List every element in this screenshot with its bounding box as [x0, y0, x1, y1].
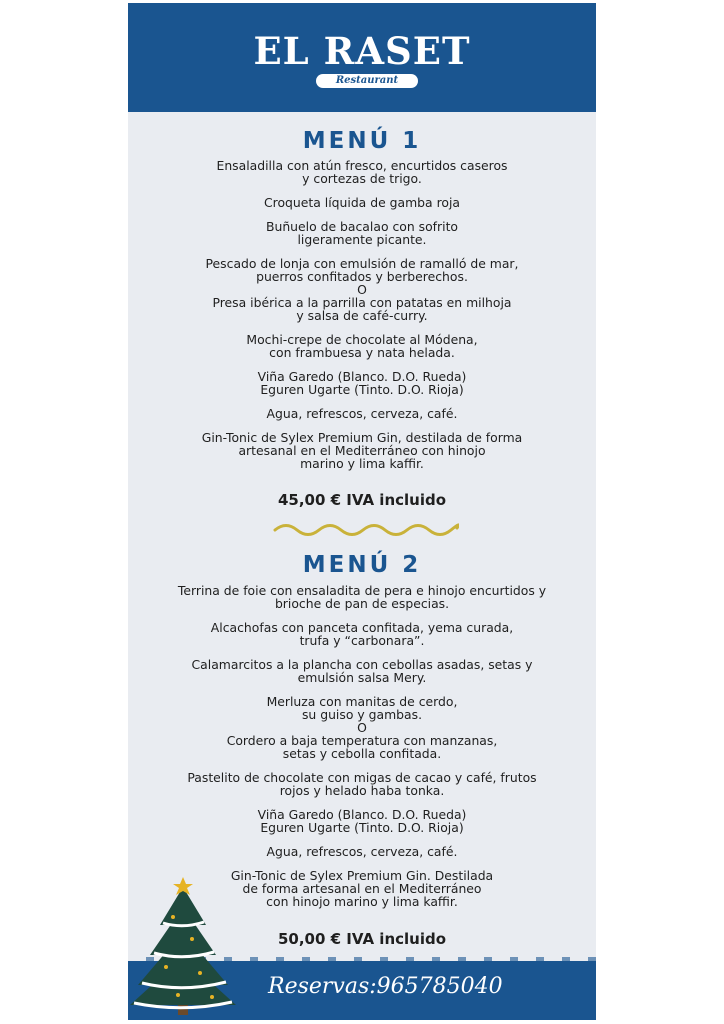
menu-item	[148, 431, 576, 470]
menu-item	[148, 159, 576, 185]
brand-logo: EL RASET	[253, 29, 471, 73]
menu-item-line: O	[357, 282, 367, 297]
wave-divider	[273, 521, 459, 539]
menu-item-line: Agua, refrescos, cerveza, café.	[266, 844, 458, 859]
menu-item-line: marino y lima kaffir.	[300, 456, 424, 471]
menu-item	[148, 370, 576, 396]
menu-item-line: Buñuelo de bacalao con sofrito	[265, 219, 459, 234]
menu-item-line: y cortezas de trigo.	[302, 171, 422, 186]
menu-item	[148, 658, 576, 684]
menu-item-line: Croqueta líquida de gamba roja	[263, 195, 461, 210]
menu-item-line: ligeramente picante.	[297, 232, 427, 247]
menu-item-line: Terrina de foie con ensaladita de pera e hinojo encurtidos y	[177, 583, 547, 598]
menu-item-line: Eguren Ugarte (Tinto. D.O. Rioja)	[260, 820, 464, 835]
menu-item-line: y salsa de café-curry.	[296, 308, 428, 323]
menu-item-line: puerros confitados y berberechos.	[256, 269, 468, 284]
menu-item-line: Alcachofas con panceta confitada, yema curada,	[210, 620, 514, 635]
menu-item-line: Mochi-crepe de chocolate al Módena,	[246, 332, 478, 347]
menu-item	[148, 257, 576, 322]
menu-item	[148, 695, 576, 760]
menu2-price: 50,00 € IVA incluido	[277, 930, 447, 948]
menu-item-line: Viña Garedo (Blanco. D.O. Rueda)	[257, 369, 467, 384]
menu-item-line: setas y cebolla confitada.	[282, 746, 442, 761]
menu-item-line: brioche de pan de especias.	[274, 596, 450, 611]
menu-item	[148, 621, 576, 647]
menu-item	[148, 808, 576, 834]
menu-item-line: su guiso y gambas.	[301, 707, 423, 722]
menu-item	[148, 196, 576, 209]
menu-item-line: Gin-Tonic de Sylex Premium Gin. Destilada	[230, 868, 494, 883]
menu-item-line: Agua, refrescos, cerveza, café.	[266, 406, 458, 421]
menu-item	[148, 771, 576, 797]
menu-item-line: trufa y “carbonara”.	[299, 633, 425, 648]
christmas-tree-icon	[128, 877, 240, 1020]
menu-item-line: Calamarcitos a la plancha con cebollas asadas, setas y	[191, 657, 533, 672]
menu-item-line: Pastelito de chocolate con migas de cacao y café, frutos	[187, 770, 537, 785]
menu1-title: MENÚ 1	[302, 128, 422, 154]
menu-item-line: rojos y helado haba tonka.	[279, 783, 445, 798]
menu-item-line: Viña Garedo (Blanco. D.O. Rueda)	[257, 807, 467, 822]
brand-subtitle: Restaurant	[316, 74, 418, 88]
menu-item-line: Presa ibérica a la parrilla con patatas en milhoja	[212, 295, 512, 310]
menu-item-line: artesanal en el Mediterráneo con hinojo	[238, 443, 486, 458]
menu2-title: MENÚ 2	[302, 552, 422, 578]
reservations-phone: Reservas:965785040	[268, 974, 503, 999]
menu-item-line: Ensaladilla con atún fresco, encurtidos caseros	[216, 158, 508, 173]
menu-item-line: Pescado de lonja con emulsión de ramalló de mar,	[205, 256, 519, 271]
menu-item	[148, 845, 576, 858]
menu-item-line: Eguren Ugarte (Tinto. D.O. Rioja)	[260, 382, 464, 397]
menu-item-line: de forma artesanal en el Mediterráneo	[242, 881, 482, 896]
menu-item	[148, 333, 576, 359]
menu-item-line: emulsión salsa Mery.	[297, 670, 427, 685]
menu-item-line: con frambuesa y nata helada.	[269, 345, 455, 360]
menu-item-line: O	[357, 720, 367, 735]
menu1-price: 45,00 € IVA incluido	[277, 491, 447, 509]
menu-item-line: Merluza con manitas de cerdo,	[266, 694, 458, 709]
menu-item	[148, 584, 576, 610]
menu-item	[148, 407, 576, 420]
menu-item-line: Gin-Tonic de Sylex Premium Gin, destilada de forma	[201, 430, 523, 445]
menu-item	[148, 220, 576, 246]
menu-item-line: Cordero a baja temperatura con manzanas,	[226, 733, 498, 748]
menu-card	[128, 3, 596, 1020]
header-banner	[128, 3, 596, 112]
menu-item-line: con hinojo marino y lima kaffir.	[266, 894, 458, 909]
